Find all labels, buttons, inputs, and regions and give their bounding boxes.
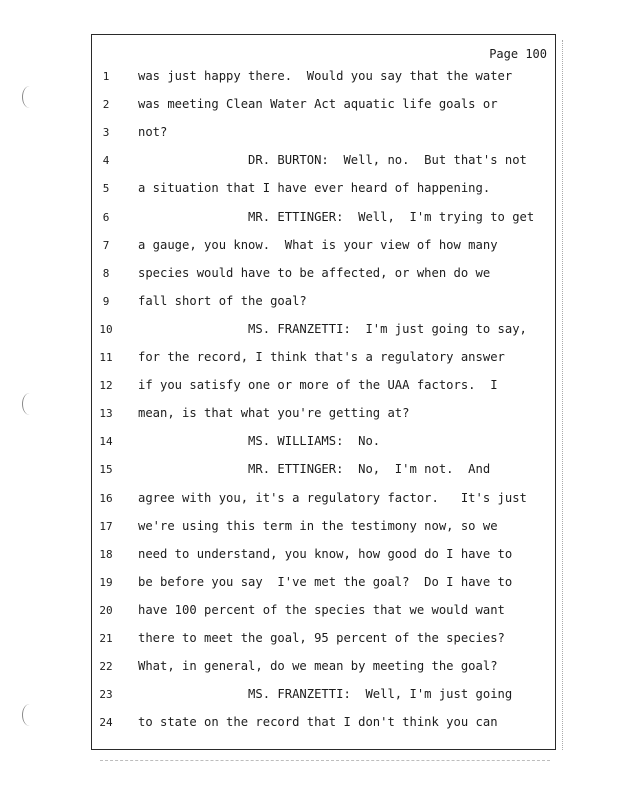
transcript-line [92,603,557,623]
transcript-line [92,210,557,230]
transcript-line [92,519,557,539]
line-number: 5 [102,182,110,196]
line-text: not? [138,125,168,140]
transcript-line [92,69,557,89]
line-text: we're using this term in the testimony now, so we [138,518,498,533]
transcript-line [92,462,557,482]
line-text: a gauge, you know. What is your view of how many [138,237,498,252]
line-text: species would have to be affected, or when do we [138,265,491,280]
transcript-line [92,238,557,258]
line-number: 3 [102,126,110,140]
transcript-line [92,294,557,314]
line-text: MS. FRANZETTI: I'm just going to say, [138,321,527,336]
transcript-line [92,97,557,117]
transcript-line [92,125,557,145]
transcript-line [92,181,557,201]
binder-hole-top [22,86,37,108]
line-text: fall short of the goal? [138,293,307,308]
transcript-line [92,715,557,735]
line-number: 16 [99,491,113,505]
transcript-line [92,491,557,511]
line-number: 15 [99,463,113,477]
line-number: 24 [99,716,113,730]
line-text: a situation that I have ever heard of happening. [138,181,491,196]
line-text: for the record, I think that's a regulatory answer [138,350,505,364]
line-text: MR. ETTINGER: Well, I'm trying to get [138,209,535,224]
line-number: 7 [102,238,110,252]
page-number: Page 100 [489,47,547,61]
line-number: 19 [99,575,113,589]
scan-artifact-right [562,40,563,750]
transcript-line [92,659,557,679]
line-number: 13 [99,407,113,421]
line-number: 11 [99,351,113,364]
line-text: mean, is that what you're getting at? [138,406,410,421]
line-number: 17 [99,519,113,533]
binder-hole-bottom [22,704,37,726]
transcript-line [92,406,557,426]
line-text: MR. ETTINGER: No, I'm not. And [138,462,491,477]
line-number: 21 [99,632,113,645]
line-text: to state on the record that I don't think you can [138,715,498,730]
line-number: 8 [102,266,110,280]
transcript-line [92,378,557,398]
line-number: 14 [99,435,113,449]
line-text: was just happy there. Would you say that the water [138,69,513,83]
line-number: 2 [102,98,110,112]
line-text: if you satisfy one or more of the UAA factors. I [138,378,498,393]
transcript-page-frame [91,34,556,750]
line-number: 4 [102,154,110,168]
line-number: 18 [99,547,113,561]
line-text: have 100 percent of the species that we would want [138,602,505,617]
line-text: agree with you, it's a regulatory factor. It's just [138,490,527,505]
transcript-line [92,266,557,286]
line-text: MS. WILLIAMS: No. [138,434,381,449]
line-text: was meeting Clean Water Act aquatic life goals or [138,97,498,112]
binder-hole-middle [22,393,37,415]
line-text: What, in general, do we mean by meeting the goal? [138,659,498,674]
line-number: 23 [99,688,113,702]
line-text: DR. BURTON: Well, no. But that's not [138,153,527,168]
transcript-line [92,575,557,595]
transcript-line [92,350,557,370]
line-number: 9 [102,294,110,308]
transcript-line [92,153,557,173]
transcript-line [92,631,557,651]
line-number: 20 [99,603,113,617]
transcript-line [92,434,557,454]
line-text: need to understand, you know, how good do I have to [138,546,513,561]
line-text: be before you say I've met the goal? Do I have to [138,574,513,589]
line-text: there to meet the goal, 95 percent of the species? [138,631,505,645]
line-number: 12 [99,379,113,393]
line-number: 22 [99,660,113,674]
line-number: 6 [102,210,110,224]
line-number: 10 [99,322,113,336]
line-number: 1 [102,70,110,83]
scan-artifact-bottom [100,760,550,761]
transcript-line [92,547,557,567]
transcript-line [92,322,557,342]
line-text: MS. FRANZETTI: Well, I'm just going [138,687,513,702]
transcript-line [92,687,557,707]
